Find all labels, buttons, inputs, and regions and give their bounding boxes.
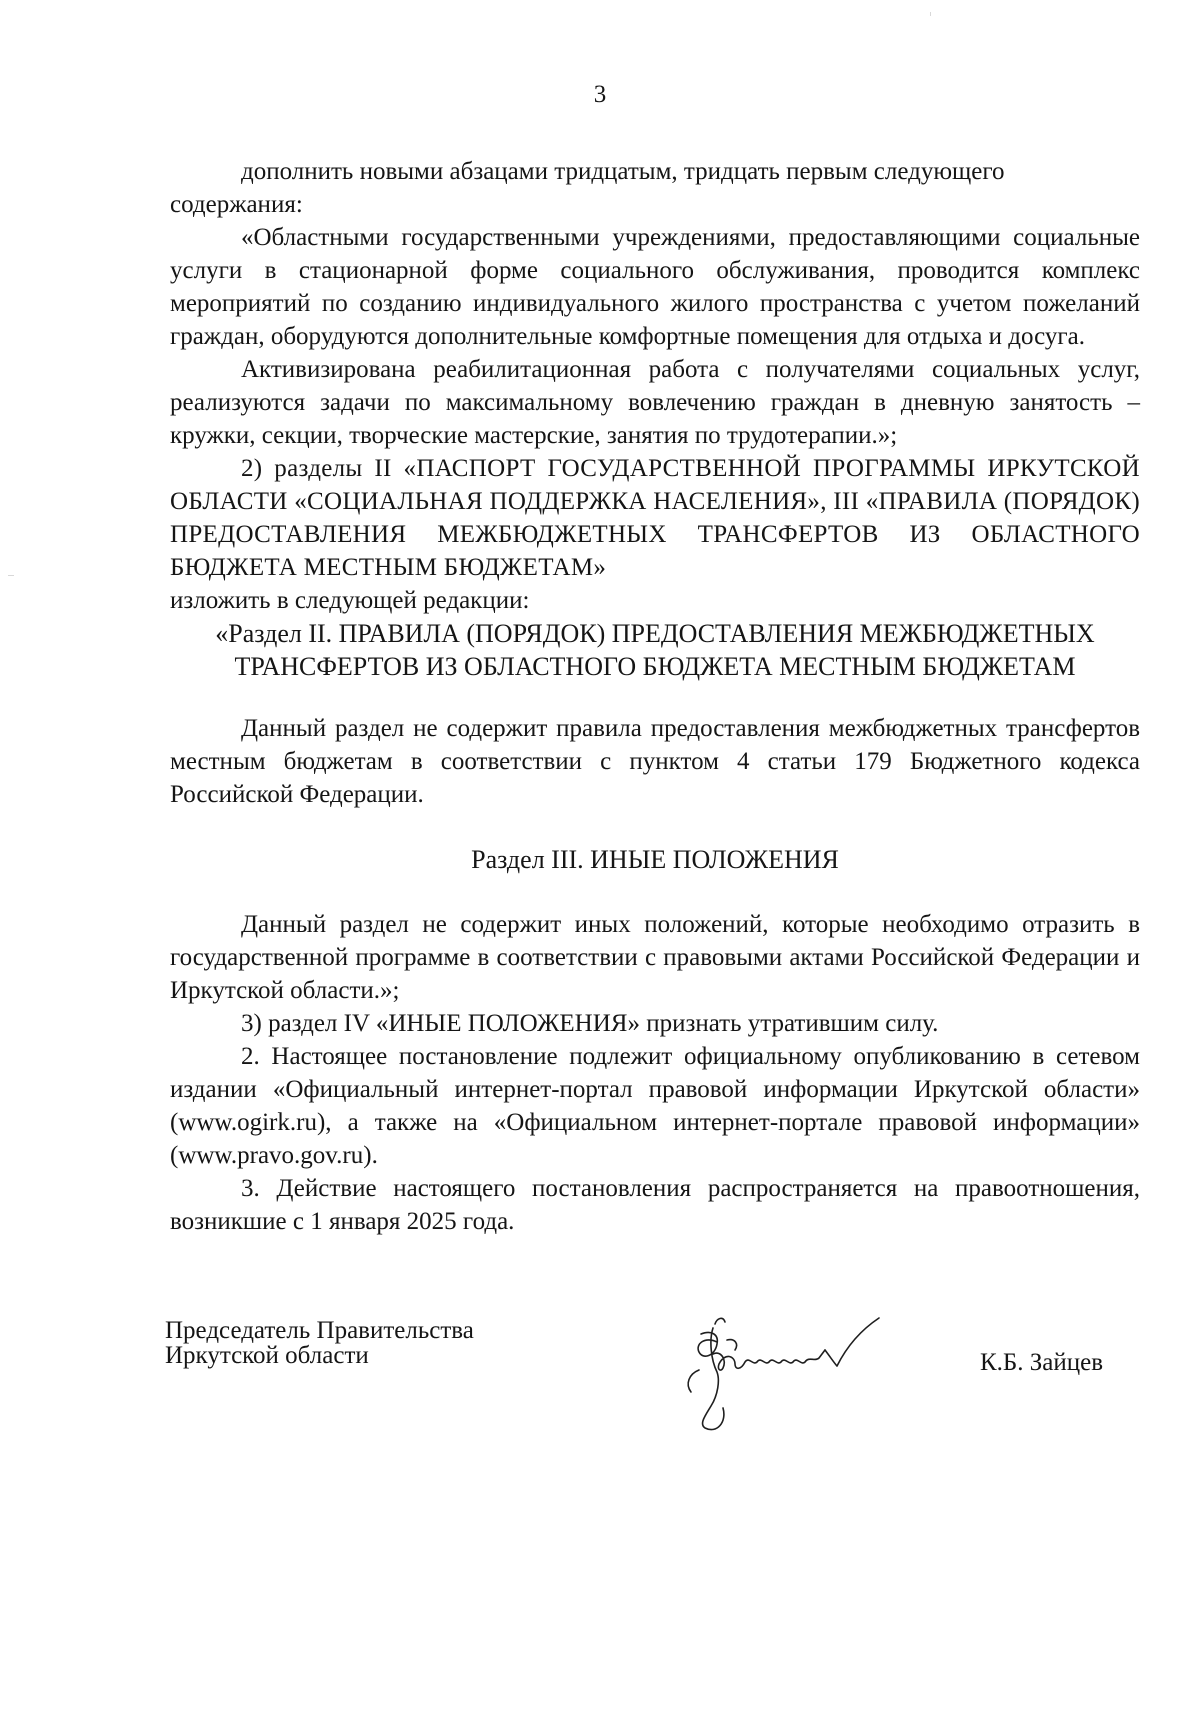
paragraph-section-ii-text: Данный раздел не содержит правила предоставления межбюджетных трансфертов местным бюджетам в соответствии с пунктом 4 статьи 179 Бюджетного кодекса Российской Федерации. (170, 715, 1140, 808)
paragraph-quoted-institutions: «Областными государственными учреждениями, предоставляющими социальные услуги в стационарной форме социального обслуживания, проводится комплекс мероприятий по созданию индивидуального жилого пространства с учетом пожеланий граждан, оборудуются дополнительные комфортные помещения для отдыха и досуга. (170, 224, 1140, 350)
section-heading-ii: «Раздел II. ПРАВИЛА (ПОРЯДОК) ПРЕДОСТАВЛЕНИЯ МЕЖБЮДЖЕТНЫХ ТРАНСФЕРТОВ ИЗ ОБЛАСТНОГО БЮДЖЕТА МЕСТНЫМ БЮДЖЕТАМ (215, 619, 1095, 681)
paragraph-item-3: 3) раздел IV «ИНЫЕ ПОЛОЖЕНИЯ» признать утратившим силу. (241, 1010, 939, 1037)
paragraph-amend-intro: дополнить новыми абзацами тридцатым, тридцать первым следующего (241, 158, 1005, 185)
page-number: 3 (593, 81, 607, 108)
paragraph-item-2-wording: изложить в следующей редакции: (170, 587, 530, 614)
paragraph-section-iii-text: Данный раздел не содержит иных положений, которые необходимо отразить в государственной программе в соответствии с правовыми актами Российской Федерации и Иркутской области.»; (170, 911, 1140, 1004)
signatory-title-line2: Иркутской области (165, 1342, 369, 1369)
scan-margin-mark (930, 12, 931, 16)
paragraph-amend-intro-cont: содержания: (170, 191, 303, 218)
document-body (170, 155, 1140, 1238)
paragraph-quoted-rehabilitation: Активизирована реабилитационная работа с получателями социальных услуг, реализуются задачи по максимальному вовлечению граждан в дневную занятость – кружки, секции, творческие мастерские, занятия по трудотерапии.»; (170, 356, 1140, 449)
handwritten-signature (665, 1300, 935, 1440)
scan-margin-mark (8, 575, 14, 576)
section-heading-iii: Раздел III. ИНЫЕ ПОЛОЖЕНИЯ (471, 845, 839, 874)
paragraph-point-3-effect: 3. Действие настоящего постановления распространяется на правоотношения, возникшие с 1 января 2025 года. (170, 1175, 1140, 1235)
paragraph-point-2-publication: 2. Настоящее постановление подлежит официальному опубликованию в сетевом издании «Официальный интернет-портал правовой информации Иркутской области» (www.ogirk.ru), а также на «Официальном интернет-портале правовой информации» (www.pravo.gov.ru). (170, 1043, 1140, 1169)
signatory-title (165, 1318, 474, 1368)
signatory-name: К.Б. Зайцев (980, 1349, 1104, 1376)
paragraph-item-2-sections: 2) разделы II «ПАСПОРТ ГОСУДАРСТВЕННОЙ ПРОГРАММЫ ИРКУТСКОЙ ОБЛАСТИ «СОЦИАЛЬНАЯ ПОДДЕРЖКА НАСЕЛЕНИЯ», III «ПРАВИЛА (ПОРЯДОК) ПРЕДОСТАВЛЕНИЯ МЕЖБЮДЖЕТНЫХ ТРАНСФЕРТОВ ИЗ ОБЛАСТНОГО БЮДЖЕТА МЕСТНЫМ БЮДЖЕТАМ» (170, 455, 1140, 581)
signatory-title-line1: Председатель Правительства (165, 1317, 474, 1344)
